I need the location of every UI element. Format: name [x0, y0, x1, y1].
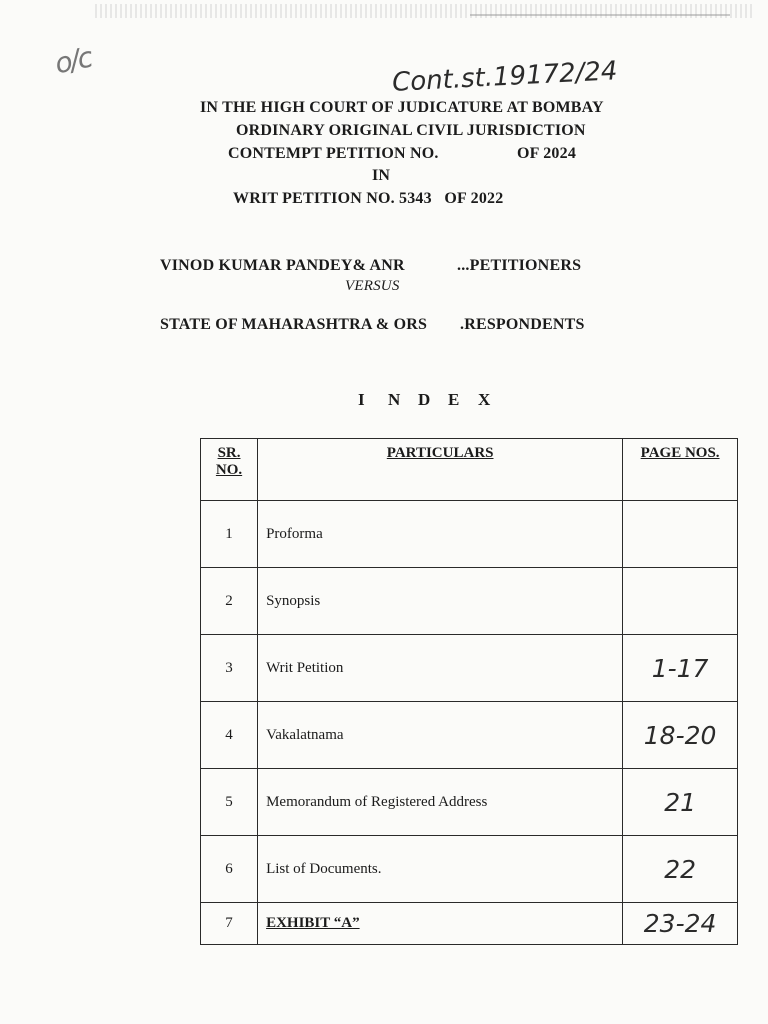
sr-cell: 7 — [201, 903, 258, 945]
index-letter: N — [388, 390, 401, 409]
handwritten-pages: 1-17 — [651, 653, 709, 683]
pages-cell — [623, 702, 738, 769]
index-table — [200, 438, 738, 945]
sr-header-line: SR. — [217, 445, 241, 461]
handwritten-pages: 23-24 — [643, 909, 717, 938]
respondent-role: .RESPONDENTS — [460, 316, 585, 333]
particular-cell: List of Documents. — [258, 836, 623, 903]
scan-artifact-line — [470, 14, 730, 16]
sr-cell: 3 — [201, 635, 258, 702]
table-row — [201, 702, 738, 769]
handwritten-pages: 21 — [664, 787, 696, 817]
handwritten-pages: 18-20 — [643, 720, 717, 750]
pages-cell — [623, 568, 738, 635]
pages-cell — [623, 903, 738, 945]
pages-cell — [623, 635, 738, 702]
sr-cell: 6 — [201, 836, 258, 903]
index-letter: D — [418, 390, 431, 409]
particular-cell: Vakalatnama — [258, 702, 623, 769]
particular-cell: Writ Petition — [258, 635, 623, 702]
index-header-row — [201, 439, 738, 501]
handwritten-contempt-number: Cont.st.19172/24 — [391, 56, 619, 98]
index-letter: X — [478, 390, 491, 409]
pages-cell — [623, 769, 738, 836]
pages-cell — [623, 501, 738, 568]
petitioner-role: ...PETITIONERS — [457, 257, 582, 274]
in-label: IN — [372, 167, 391, 184]
table-row — [201, 769, 738, 836]
particulars-header: PARTICULARS — [258, 439, 623, 501]
contempt-petition-year: OF 2024 — [517, 145, 577, 162]
particular-cell: Synopsis — [258, 568, 623, 635]
no-header-line: NO. — [215, 462, 243, 478]
table-row — [201, 568, 738, 635]
sr-cell: 2 — [201, 568, 258, 635]
index-letter: I — [358, 390, 365, 409]
particular-cell: Memorandum of Registered Address — [258, 769, 623, 836]
table-row — [201, 903, 738, 945]
jurisdiction: ORDINARY ORIGINAL CIVIL JURISDICTION — [236, 122, 586, 139]
index-letter: E — [448, 390, 460, 409]
table-row — [201, 635, 738, 702]
table-row — [201, 836, 738, 903]
sr-cell: 1 — [201, 501, 258, 568]
handwritten-corner-mark: o/c — [51, 40, 95, 81]
pages-cell — [623, 836, 738, 903]
particular-cell: EXHIBIT “A” — [258, 903, 623, 945]
versus-label: VERSUS — [345, 278, 400, 294]
petitioner-name: VINOD KUMAR PANDEY& ANR — [160, 257, 405, 274]
sr-cell: 4 — [201, 702, 258, 769]
contempt-petition-label: CONTEMPT PETITION NO. — [228, 145, 439, 162]
respondent-name: STATE OF MAHARASHTRA & ORS — [160, 316, 428, 333]
writ-petition-number: WRIT PETITION NO. 5343 OF 2022 — [233, 190, 504, 207]
sr-cell: 5 — [201, 769, 258, 836]
index-title — [358, 390, 490, 410]
particular-cell: Proforma — [258, 501, 623, 568]
sr-no-header — [201, 439, 258, 501]
table-row — [201, 501, 738, 568]
handwritten-pages: 22 — [664, 854, 696, 884]
page-nos-header: PAGE NOS. — [623, 439, 738, 501]
court-name: IN THE HIGH COURT OF JUDICATURE AT BOMBAY — [200, 99, 604, 116]
